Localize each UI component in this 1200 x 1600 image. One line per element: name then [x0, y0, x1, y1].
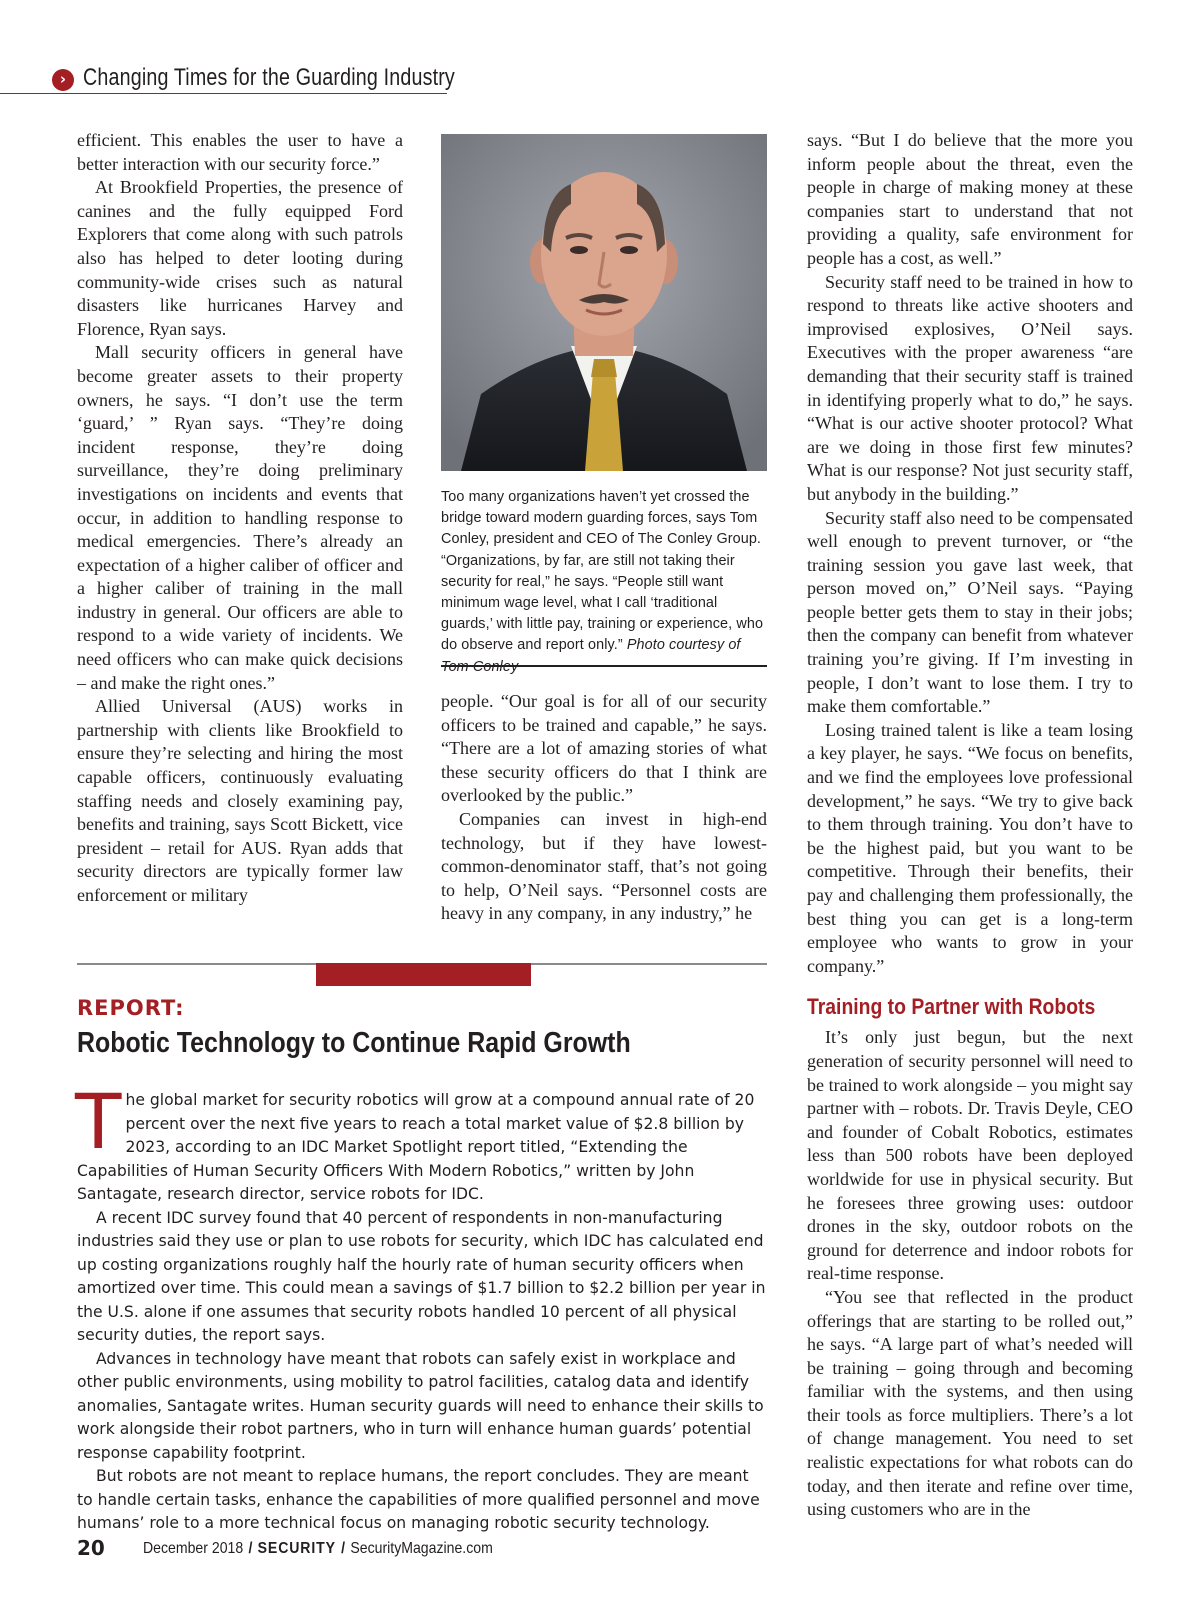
report-paragraph — [75, 1077, 767, 1207]
column-2-paragraph: people. “Our goal is for all of our security officers to be trained and capable,” he says. “There are a lot of amazing stories of what these security officers do that I think are overlooked by the public.” — [441, 691, 767, 806]
column-3-paragraph: Losing trained talent is like a team losing a key player, he says. “We focus on benefits, and we find the employees love professional development,” he says. “We try to give back to them through training. You don’t have to be the highest paid, but you want to be competitive. Through their benefits, their pay and challenging them professionally, the best thing you can get is a long-term employee who wants to grow in your company.” — [807, 719, 1133, 976]
column-3-paragraph: “You see that reflected in the product offerings that are starting to be rolled out,” he says. “A large part of what’s needed will be training – going through and becoming familiar with the systems, and then using their tools as force multipliers. There’s a lot of change management. You need to set realistic expectations for what robots can do today, and then iterate and refine over time, using customers who are in the — [807, 1286, 1133, 1520]
column-1-paragraph: Allied Universal (AUS) works in partnership with clients like Brookfield to ensure they’re selecting and hiring the most capable officers, continuously evaluating staffing needs and closely examining pay, benefits and training, says Scott Bickett, vice president – retail for AUS. Ryan adds that security directors are typically former law enforcement or military — [77, 696, 403, 905]
column-1-paragraph: Mall security officers in general have become greater assets to their property owners, he says. “I don’t use the term ‘guard,’ ” Ryan says. “They’re doing incident response, they’re doing surveillance, they’re doing preliminary investigations on incidents and events that occur, in addition to handling response to medical emergencies. There’s already an expectation of a higher caliber of officer and a higher caliber of training in the mall industry in general. Our officers are able to respond to a wide variety of incidents. We need officers who can make quick decisions – and make the right ones.” — [77, 342, 403, 693]
column-1-paragraph: At Brookfield Properties, the presence of canines and the fully equipped Ford Explorers that come along with such patrols also has helped to deter looting during community-wide crises such as natural disasters like hurricanes Harvey and Florence, Ryan says. — [77, 177, 403, 339]
report-title: Robotic Technology to Continue Rapid Growth — [77, 1027, 631, 1059]
footer-issue: December 2018 — [143, 1540, 244, 1557]
header-rule — [0, 93, 447, 94]
caption-rule — [441, 665, 767, 667]
footer: December 2018 / SECURITY / SecurityMagazine.com — [143, 1540, 493, 1557]
report-paragraph: Advances in technology have meant that robots can safely exist in workplace and other public environments, using mobility to patrol facilities, catalog data and identify anomalies, Santagate writes. Human security guards will need to enhance their skills to work alongside their robot partners, who in turn will enhance human guards’ potential response capability footprint. — [77, 1349, 764, 1462]
chevron-right-icon: › — [52, 69, 74, 91]
column-3-subhead: Training to Partner with Robots — [807, 994, 1096, 1020]
footer-brand: SECURITY — [257, 1540, 336, 1557]
portrait-illustration — [441, 134, 767, 471]
page-number: 20 — [77, 1536, 105, 1560]
report-accent-bar — [316, 963, 531, 986]
column-3-paragraph: Security staff also need to be compensated well enough to prevent turnover, or “the training session you gave last week, that person moved on,” O’Neil says. “Paying people better gets them to stay in their jobs; then the company can benefit from whatever training you’re giving. If I’m investing in people, I don’t want to lose them. I try to make them comfortable.” — [807, 507, 1133, 717]
report-first-paragraph: he global market for security robotics will grow at a compound annual rate of 20 percent over the next five years to reach a total market value of $2.8 billion by 2023, according to an IDC Market Spotlight report titled, “Extending the Capabilities of Human Security Officers With Modern Robotics,” written by John Santagate, research director, service robots for IDC. — [77, 1091, 755, 1203]
column-2 — [441, 690, 767, 926]
report-label: REPORT: — [77, 996, 185, 1020]
column-1-paragraph: efficient. This enables the user to have a better interaction with our security force.” — [77, 130, 403, 174]
column-3 — [807, 129, 1133, 1522]
column-3-paragraph: Security staff need to be trained in how to respond to threats like active shooters and improvised explosives, O’Neil says. Executives with the proper awareness “are demanding that their security staff is trained in identifying properly what to do,” he says. “What is our active shooter protocol? What are we doing in those first few minutes? What is our response? Not just security staff, but anybody in the building.” — [807, 271, 1133, 504]
report-body — [75, 1077, 767, 1536]
footer-website: SecurityMagazine.com — [350, 1540, 493, 1557]
caption-text: Too many organizations haven’t yet crossed the bridge toward modern guarding forces, says Tom Conley, president and CEO of The Conley Group. “Organizations, by far, are still not taking their security for real,” he says. “People still want minimum wage level, what I call ‘traditional guards,’ with little pay, training or experience, who do observe and report only.” — [441, 489, 764, 654]
portrait-photo — [441, 134, 767, 471]
column-2-paragraph: Companies can invest in high-end technology, but if they have lowest-common-denominator staff, that’s not going to help, O’Neil says. “Personnel costs are heavy in any company, in any industry,” he — [441, 808, 767, 924]
report-paragraph: But robots are not meant to replace humans, the report concludes. They are meant to handle certain tasks, enhance the capabilities of more qualified personnel and move humans’ role to a more technical focus on managing robotic security technology. — [77, 1467, 760, 1532]
report-paragraph: A recent IDC survey found that 40 percent of respondents in non-manufacturing industries said they use or plan to use robots for security, which IDC has calculated end up costing organizations roughly half the hourly rate of human security officers when amortized over time. This could mean a savings of $1.7 billion to $2.2 billion per year in the U.S. alone if one assumes that security robots handled 10 percent of all physical security duties, the report says. — [77, 1208, 766, 1344]
column-1 — [77, 129, 403, 908]
column-3-paragraph: It’s only just begun, but the next generation of security personnel will need to be trained to work alongside – you might say partner with – robots. Dr. Travis Deyle, CEO and founder of Cobalt Robotics, estimates less than 500 robots have been deployed worldwide for use in physical security. But he foresees three growing uses: outdoor drones in the sky, outdoor robots on the ground for deterrence and indoor robots for real-time response. — [807, 1027, 1133, 1284]
photo-caption — [441, 487, 767, 678]
section-title: Changing Times for the Guarding Industry — [83, 64, 455, 91]
column-3-paragraph: says. “But I do believe that the more you inform people about the threat, even the people in charge of making money at these companies start to understand that not providing a quality, safe environment for people has a cost, as well.” — [807, 130, 1133, 268]
drop-cap: T — [75, 1077, 122, 1166]
photo-credit: Photo courtesy of — [626, 637, 741, 654]
